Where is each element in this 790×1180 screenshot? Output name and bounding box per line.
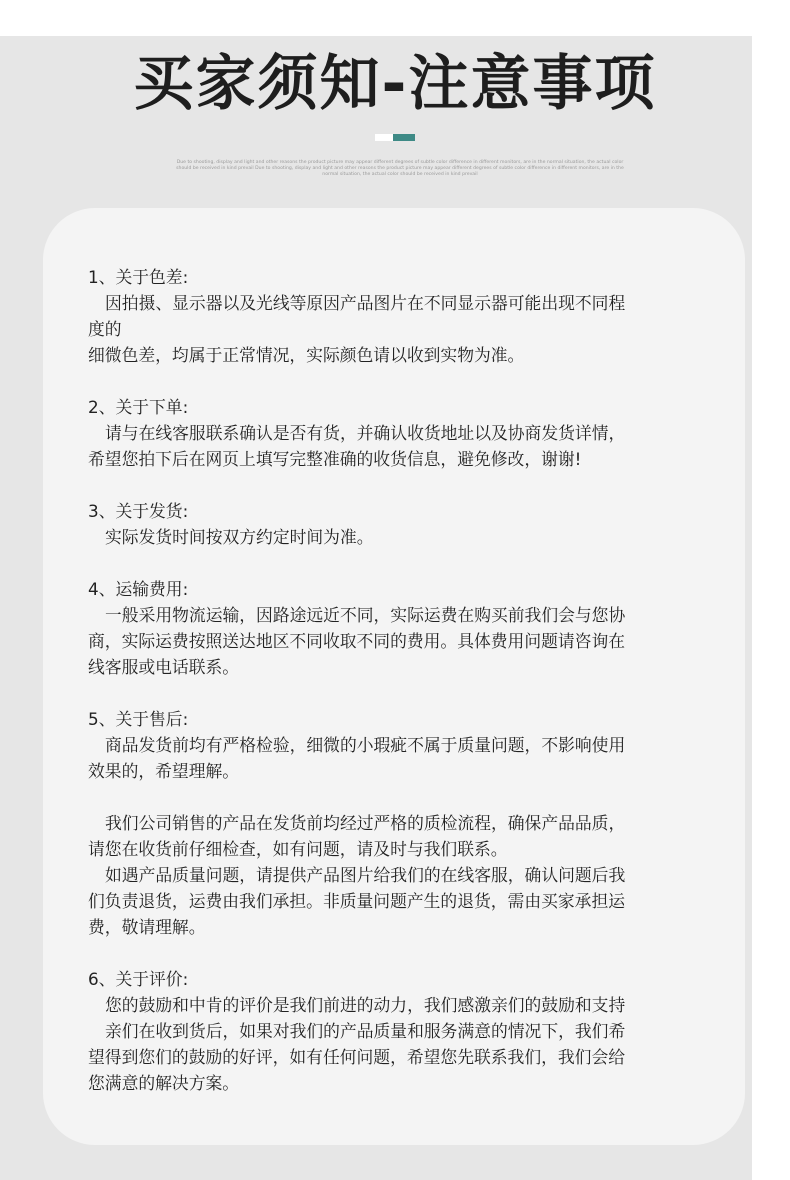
- page-title: 买家须知-注意事项: [133, 49, 657, 119]
- divider-accent-segment: [393, 134, 415, 141]
- notice-content: [88, 264, 708, 1122]
- section-line: 度的: [88, 319, 122, 339]
- section-line: 商，实际运费按照送达地区不同收取不同的费用。具体费用问题请咨询在: [88, 631, 626, 651]
- section-line: 请您在收货前仔细检查，如有问题，请及时与我们联系。: [88, 839, 508, 859]
- section-heading: 6、关于评价:: [88, 969, 189, 989]
- section-line: 望得到您们的鼓励的好评，如有任何问题，希望您先联系我们，我们会给: [88, 1047, 626, 1067]
- section-ordering: [88, 394, 708, 472]
- section-line: 线客服或电话联系。: [88, 657, 240, 677]
- section-heading: 3、关于发货:: [88, 501, 189, 521]
- section-line: 费，敬请理解。: [88, 917, 206, 937]
- section-quality-returns: [88, 810, 708, 940]
- section-line: 您满意的解决方案。: [88, 1073, 240, 1093]
- section-line: 们负责退货，运费由我们承担。非质量问题产生的退货，需由买家承担运: [88, 891, 626, 911]
- section-color-difference: [88, 264, 708, 368]
- section-line: 因拍摄、显示器以及光线等原因产品图片在不同显示器可能出现不同程: [105, 293, 626, 313]
- section-line: 您的鼓励和中肯的评价是我们前进的动力，我们感激亲们的鼓励和支持: [105, 995, 626, 1015]
- section-line: 细微色差，均属于正常情况，实际颜色请以收到实物为准。: [88, 345, 525, 365]
- title-divider: [375, 134, 415, 141]
- section-heading: 2、关于下单:: [88, 397, 189, 417]
- section-freight: [88, 576, 708, 680]
- section-heading: 5、关于售后:: [88, 709, 189, 729]
- section-line: 如遇产品质量问题，请提供产品图片给我们的在线客服，确认问题后我: [105, 865, 626, 885]
- section-line: 请与在线客服联系确认是否有货，并确认收货地址以及协商发货详情，: [105, 423, 626, 443]
- section-line: 我们公司销售的产品在发货前均经过严格的质检流程，确保产品品质，: [105, 813, 626, 833]
- section-line: 商品发货前均有严格检验，细微的小瑕疵不属于质量问题，不影响使用: [105, 735, 626, 755]
- section-heading: 4、运输费用:: [88, 579, 189, 599]
- section-reviews: [88, 966, 708, 1096]
- section-line: 一般采用物流运输，因路途远近不同，实际运费在购买前我们会与您协: [105, 605, 626, 625]
- section-shipping: [88, 498, 708, 550]
- section-line: 效果的，希望理解。: [88, 761, 240, 781]
- section-after-sales: [88, 706, 708, 784]
- section-line: 希望您拍下后在网页上填写完整准确的收货信息，避免修改，谢谢!: [88, 449, 582, 469]
- section-heading: 1、关于色差:: [88, 267, 189, 287]
- section-line: 亲们在收到货后，如果对我们的产品质量和服务满意的情况下，我们希: [105, 1021, 626, 1041]
- color-disclaimer-note: Due to shooting, display and light and other reasons the product picture may appear different degrees of subtle color difference in different monitors, are in the normal situation, the actual color should be received in kind prevail Due to shooting, display and light and other reasons the product picture may appear different degrees of subtle color difference in different monitors, are in the normal situation, the actual color should be received in kind prevail: [176, 160, 624, 177]
- divider-light-segment: [375, 134, 393, 141]
- section-line: 实际发货时间按双方约定时间为准。: [105, 527, 374, 547]
